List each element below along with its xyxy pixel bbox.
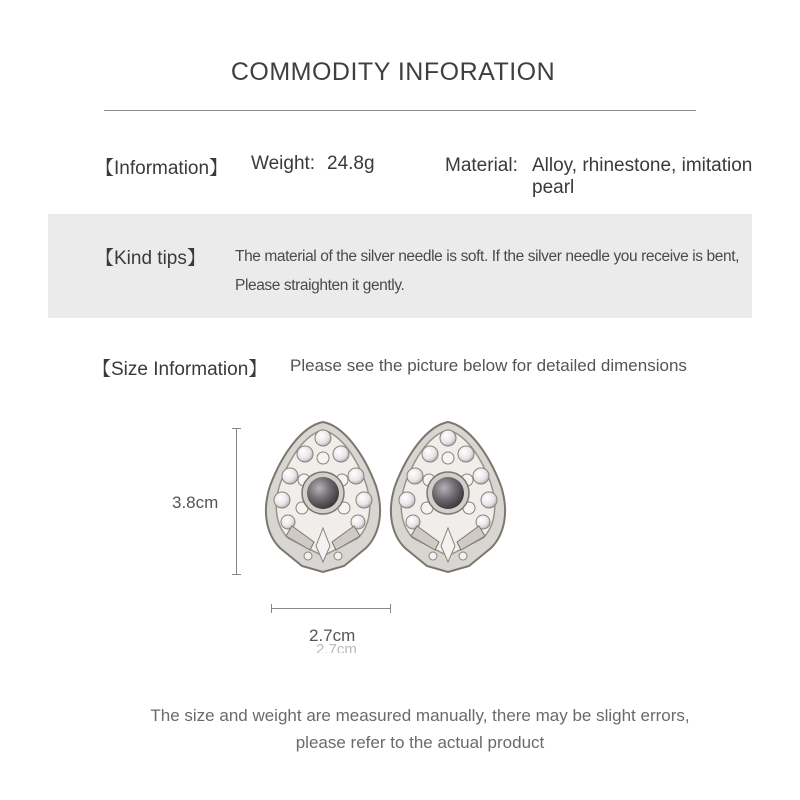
material-value: Alloy, rhinestone, imitation pearl <box>532 155 753 198</box>
earring-image-right <box>387 416 509 576</box>
height-dimension-cap-top <box>232 428 241 429</box>
disclaimer <box>0 702 800 756</box>
height-measurement: 3.8cm <box>172 493 219 512</box>
page-title: COMMODITY INFORATION <box>230 58 556 86</box>
size-note: Please see the picture below for detailed dimensions <box>290 356 687 375</box>
width-dimension-cap-left <box>271 604 272 613</box>
title-divider <box>104 110 696 111</box>
width-dimension-cap-right <box>390 604 391 613</box>
disclaimer-line-2: please refer to the actual product <box>295 733 545 752</box>
kind-tips-text <box>235 242 740 300</box>
width-dimension-line <box>271 608 391 609</box>
weight-value: 24.8g <box>327 153 375 174</box>
size-information-label: 【Size Information】 <box>92 359 268 380</box>
disclaimer-line-1: The size and weight are measured manually, there may be slight errors, <box>150 706 690 725</box>
weight-label: Weight: <box>251 153 316 174</box>
height-dimension-line <box>236 428 237 575</box>
width-measurement: 2.7cm <box>309 626 356 645</box>
width-measurement-ghost: 2.7cm <box>316 641 357 653</box>
height-dimension-cap-bottom <box>232 574 241 575</box>
kind-tips-label: 【Kind tips】 <box>95 248 206 269</box>
material-label: Material: <box>445 155 518 176</box>
earring-image-left <box>262 416 384 576</box>
kind-tips-line-1: The material of the silver needle is soft. If the silver needle you receive is bent, <box>235 248 740 265</box>
information-label: 【Information】 <box>95 158 229 179</box>
kind-tips-line-2: Please straighten it gently. <box>235 277 405 294</box>
